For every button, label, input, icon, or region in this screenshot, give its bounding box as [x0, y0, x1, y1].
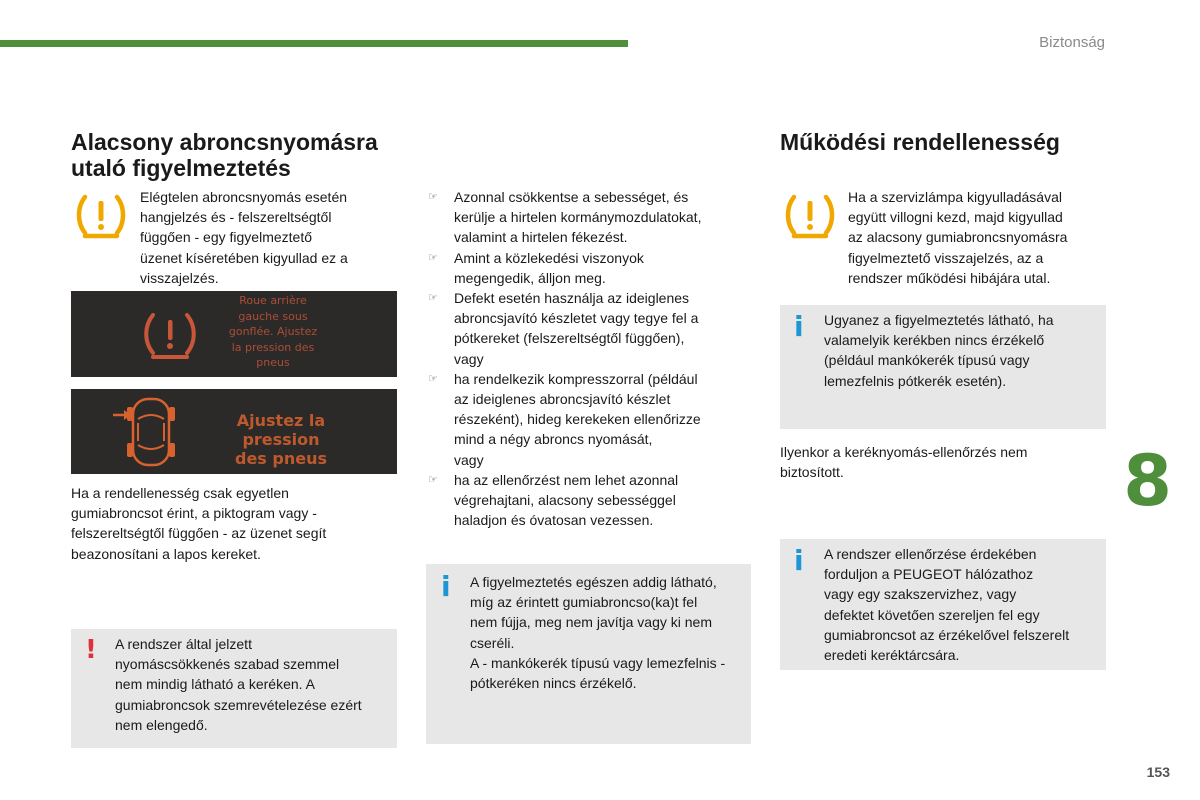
list-item [426, 288, 746, 369]
list-item [426, 369, 746, 470]
warning-note-text [115, 634, 362, 735]
text-line: vagy egy szakszervizhez, vagy [824, 586, 1017, 603]
text-line: defektet követően szereljen fel egy [824, 606, 1040, 623]
info-icon: i [794, 310, 804, 343]
text-line: A figyelmeztetés egészen addig látható, [470, 574, 717, 590]
text-line: forduljon a PEUGEOT hálózathoz [824, 566, 1034, 583]
text-line: A rendszer által jelzett [115, 636, 252, 652]
display-line: la pression des [231, 340, 315, 354]
text-line: abroncsjavító készletet vagy tegye fel a [454, 310, 699, 327]
text-line: gumiabroncsok szemrevételezése ezért [115, 696, 362, 713]
display-line: Roue arrière [239, 294, 307, 307]
text-line: hangjelzés és - felszereltségtől [140, 209, 332, 226]
text-line: Ilyenkor a keréknyomás-ellenőrzés nem [780, 444, 1028, 460]
text-line: figyelmeztető visszajelzés, az a [848, 249, 1044, 266]
text-line: valamint a hirtelen fékezést. [454, 229, 628, 246]
pointing-hand-icon: ☞ [428, 473, 438, 486]
text-line: részeként), hideg kerekeken ellenőrizze [454, 411, 701, 428]
text-line: Azonnal csökkentse a sebességet, és [454, 189, 689, 205]
info-note-box [780, 305, 1106, 429]
list-item [426, 470, 746, 531]
text-line: az ideiglenes abroncsjavító készlet [454, 391, 671, 408]
text-line: végrehajtani, alacsony sebességgel [454, 492, 676, 509]
left-intro [140, 187, 348, 288]
text-line: Defekt esetén használja az ideiglenes [454, 290, 690, 307]
text-line: nyomáscsökkenés szabad szemmel [115, 656, 340, 673]
info-note-text [824, 310, 1054, 391]
text-line: lemezfelnis pótkerék esetén). [824, 372, 1007, 389]
list-item [426, 187, 746, 248]
text-line: cseréli. [470, 634, 515, 651]
exclamation-icon: ! [85, 635, 97, 665]
pointing-hand-icon: ☞ [428, 251, 438, 264]
text-line: Amint a közlekedési viszonyok [454, 249, 644, 266]
text-line: mind a négy abroncs nyomását, [454, 431, 653, 448]
text-line: üzenet kíséretében kigyullad ez a [140, 249, 348, 266]
pointing-hand-icon: ☞ [428, 372, 438, 385]
pointing-hand-icon: ☞ [428, 191, 438, 203]
text-line: valamelyik kerékben nincs érzékelő [824, 332, 1045, 349]
tyre-pressure-warning-icon [75, 193, 127, 241]
display-line: gonflée. Ajustez [228, 325, 318, 338]
text-line: haladjon és óvatosan vezessen. [454, 512, 654, 529]
text-line: A - mankókerék típusú vagy lemezfelnis - [470, 654, 726, 671]
text-line: rendszer működési hibájára utal. [848, 269, 1051, 286]
left-title-line1: Alacsony abroncsnyomásra [71, 129, 378, 155]
left-title [71, 129, 378, 181]
display-line: gauche sous [238, 309, 308, 323]
text-line: (például mankókerék típusú vagy [824, 352, 1030, 369]
tyre-pressure-warning-icon [141, 311, 199, 361]
page-number: 153 [1146, 764, 1170, 780]
display-line: pneus [256, 356, 290, 369]
section-label: Biztonság [1039, 34, 1105, 51]
text-line: míg az érintett gumiabroncso(ka)t fel [470, 594, 698, 611]
text-line: ha az ellenőrzést nem lehet azonnal [454, 471, 679, 488]
warning-note-box [71, 629, 397, 748]
tyre-pressure-warning-icon [784, 193, 836, 241]
text-line: pótkereket (felszereltségtől függően), [454, 330, 685, 347]
text-line: nem mindig látható a keréken. A [115, 676, 316, 693]
left-title-line2: utaló figyelmeztetés [71, 155, 291, 181]
text-line: gumiabroncsot érint, a piktogram vagy - [71, 505, 317, 522]
text-line: A rendszer ellenőrzése érdekében [824, 546, 1037, 562]
text-line: eredeti keréktárcsára. [824, 647, 960, 664]
right-intro [848, 187, 1067, 288]
display-message-text [196, 411, 366, 468]
left-paragraph [71, 483, 326, 564]
text-line: ha rendelkezik kompresszorral (például [454, 370, 698, 387]
text-line: gumiabroncsot az érzékelővel felszerelt [824, 626, 1070, 643]
action-bullet-list [426, 187, 746, 530]
instrument-display-car-diagram [71, 389, 397, 474]
right-paragraph [780, 442, 1027, 482]
info-note-text [470, 572, 725, 693]
display-message-text [213, 293, 333, 371]
chapter-number: 8 [1123, 440, 1172, 522]
text-line: pótkeréken nincs érzékelő. [470, 675, 637, 692]
text-line: vagy [454, 350, 484, 367]
car-wheel-diagram-icon [111, 393, 181, 471]
display-line: Ajustez la pression [236, 411, 326, 449]
text-line: kerülje a hirtelen kormánymozdulatokat, [454, 209, 702, 226]
text-line: megengedik, álljon meg. [454, 269, 606, 286]
text-line: függően - egy figyelmeztető [140, 229, 312, 246]
right-title: Működési rendellenesség [780, 129, 1060, 155]
info-note-box [780, 539, 1106, 670]
info-icon: i [441, 570, 451, 603]
info-icon: i [794, 544, 804, 577]
text-line: vagy [454, 451, 484, 468]
display-line: des pneus [234, 449, 327, 468]
text-line: Ha a szervizlámpa kigyulladásával [848, 189, 1062, 205]
info-note-text [824, 544, 1069, 665]
instrument-display-message [71, 291, 397, 377]
text-line: Ha a rendellenesség csak egyetlen [71, 485, 289, 501]
header-accent-bar [0, 40, 628, 47]
text-line: nem fújja, meg nem javítja vagy ki nem [470, 614, 712, 631]
text-line: együtt villogni kezd, majd kigyullad [848, 209, 1063, 226]
text-line: biztosított. [780, 464, 844, 481]
text-line: Ugyanez a figyelmeztetés látható, ha [824, 312, 1054, 328]
text-line: Elégtelen abroncsnyomás esetén [140, 189, 348, 205]
text-line: felszereltségtől függően - az üzenet segít [71, 525, 327, 542]
text-line: az alacsony gumiabroncsnyomásra [848, 229, 1068, 246]
list-item [426, 248, 746, 288]
text-line: beazonosítani a lapos kereket. [71, 545, 261, 562]
text-line: nem elengedő. [115, 716, 208, 733]
pointing-hand-icon: ☞ [428, 292, 438, 305]
info-note-box [426, 564, 751, 744]
text-line: visszajelzés. [140, 269, 219, 286]
